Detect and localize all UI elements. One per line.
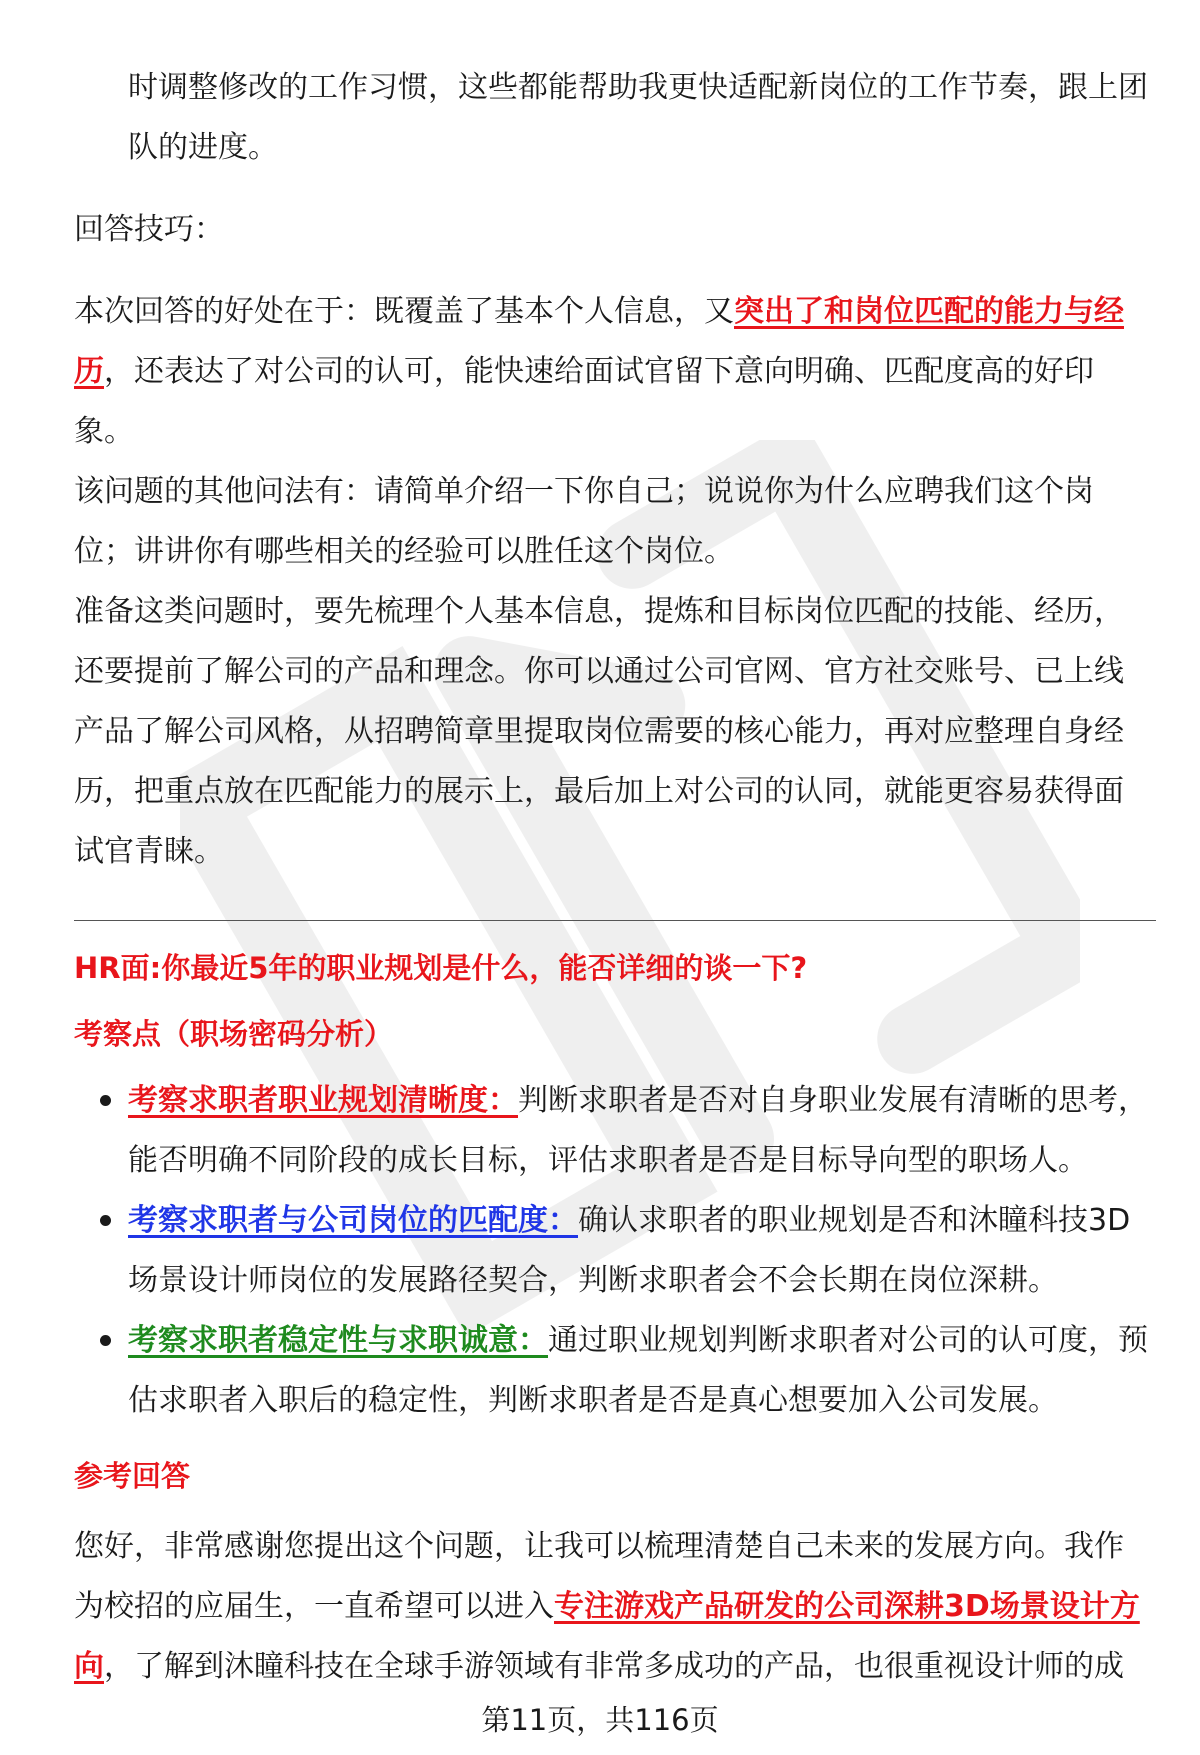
ref-highlight: 专注游戏产品研发的公司深耕3D场景设计方向 (74, 1589, 1140, 1684)
section-divider (74, 920, 1156, 921)
intro-line-2: 队的进度。 (128, 130, 278, 165)
point-3-text: 通过职业规划判断求职者对公司的认可度，预估求职者入职后的稳定性，判断求职者是否是真心想要加入公司发展。 (128, 1323, 1148, 1418)
document-page (74, 58, 1149, 1697)
analysis-title: 考察点（职场密码分析） (74, 1017, 394, 1051)
tips-p1-pre: 本次回答的好处在于：既覆盖了基本个人信息，又 (74, 294, 734, 329)
reference-answer-paragraph (74, 1517, 1149, 1697)
tips-paragraph-1 (74, 282, 1149, 462)
point-1-label: 考察求职者职业规划清晰度： (128, 1083, 518, 1118)
ref-post: ，了解到沐瞳科技在全球手游领域有非常多成功的产品，也很重视设计师的成 (104, 1649, 1124, 1684)
question-title: HR面:你最近5年的职业规划是什么，能否详细的谈一下? (74, 951, 808, 985)
analysis-points-list (74, 1071, 1149, 1431)
tips-label: 回答技巧： (74, 212, 224, 247)
ref-pre: 您好，非常感谢您提出这个问题，让我可以梳理清楚自己未来的发展方向。我作为校招的应届生，一直希望可以进入 (74, 1529, 1124, 1624)
reference-answer-title: 参考回答 (74, 1459, 191, 1493)
tips-paragraph-2: 该问题的其他问法有：请简单介绍一下你自己；说说你为什么应聘我们这个岗位；讲讲你有哪些相关的经验可以胜任这个岗位。 (74, 474, 1094, 569)
tips-p1-post: ，还表达了对公司的认可，能快速给面试官留下意向明确、匹配度高的好印象。 (74, 354, 1094, 449)
page-footer: 第11页，共116页 (481, 1703, 719, 1737)
point-1-text: 判断求职者是否对自身职业发展有清晰的思考，能否明确不同阶段的成长目标，评估求职者是否是目标导向型的职场人。 (128, 1083, 1148, 1178)
list-item (74, 1071, 1149, 1191)
tips-p1-highlight: 突出了和岗位匹配的能力与经历 (74, 294, 1124, 389)
list-item (74, 1311, 1149, 1431)
intro-line-1: 时调整修改的工作习惯，这些都能帮助我更快适配新岗位的工作节奏，跟上团 (128, 70, 1148, 105)
point-2-text: 确认求职者的职业规划是否和沐瞳科技3D场景设计师岗位的发展路径契合，判断求职者会不会长期在岗位深耕。 (128, 1203, 1131, 1298)
list-item (74, 1191, 1149, 1311)
point-3-label: 考察求职者稳定性与求职诚意： (128, 1323, 548, 1358)
tips-paragraph-3: 准备这类问题时，要先梳理个人基本信息，提炼和目标岗位匹配的技能、经历，还要提前了解公司的产品和理念。你可以通过公司官网、官方社交账号、已上线产品了解公司风格，从招聘简章里提取岗位需要的核心能力，再对应整理自身经历，把重点放在匹配能力的展示上，最后加上对公司的认同，就能更容易获得面试官青睐。 (74, 594, 1124, 869)
point-2-label: 考察求职者与公司岗位的匹配度： (128, 1203, 578, 1238)
